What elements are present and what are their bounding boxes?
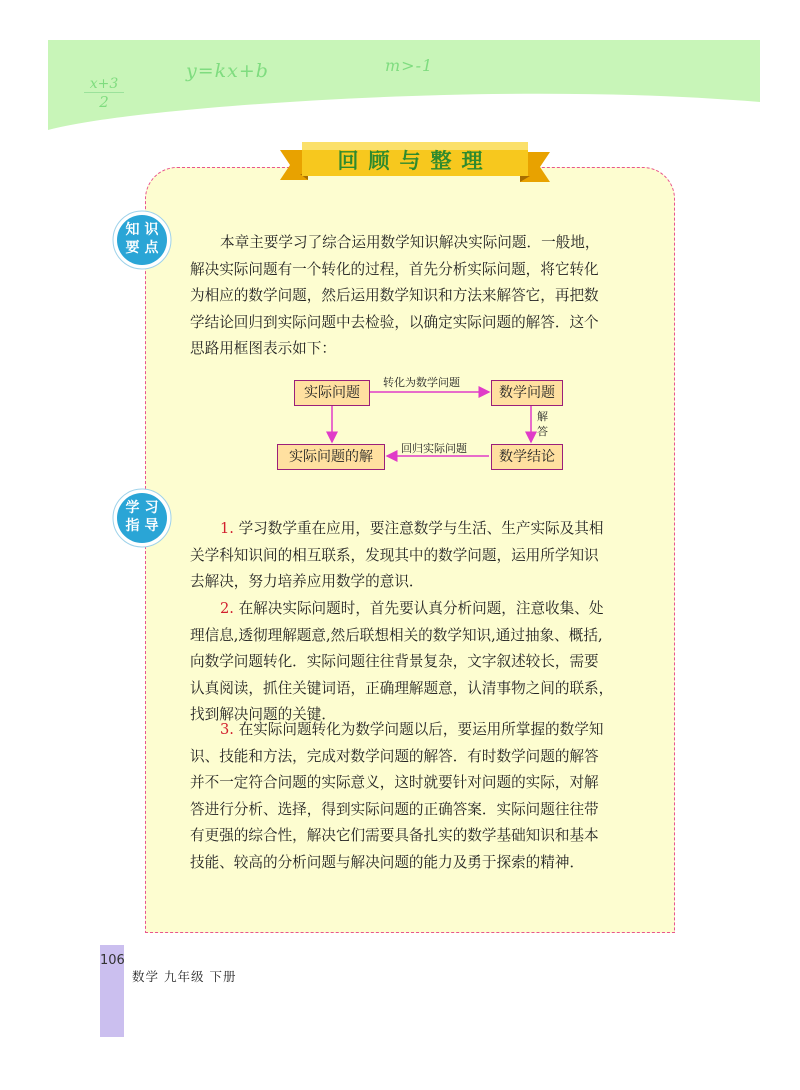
header-banner [48, 40, 760, 130]
guidance-line: 关学科知识间的相互联系，发现其中的数学问题，运用所学知识 [190, 546, 599, 564]
section-title-ribbon [280, 140, 550, 190]
header-formula-inequality: m>-1 [385, 56, 434, 75]
guidance-item-3 [190, 717, 652, 876]
badge-learning-guidance: 学习 指导 [112, 488, 172, 548]
guidance-line: 认真阅读，抓住关键词语，正确理解题意，认清事物之间的联系， [190, 679, 614, 697]
flow-diagram [275, 372, 575, 472]
box-math-conclusion: 数学结论 [491, 444, 563, 470]
intro-line: 思路用框图表示如下： [190, 340, 336, 357]
intro-line: 为相应的数学问题，然后运用数学知识和方法来解答它，再把数 [190, 287, 599, 304]
guidance-line: 并不一定符合问题的实际意义，这时就要针对问题的实际，对解 [190, 774, 599, 791]
guidance-line: 在解决实际问题时，首先要认真分析问题，注意收集、处 [238, 600, 604, 617]
header-formula-linear: y=kx+b [186, 60, 269, 82]
section-title: 回顾与整理 [337, 149, 493, 173]
intro-paragraph [190, 230, 652, 363]
guidance-line: 去解决，努力培养应用数学的意识． [190, 573, 424, 590]
intro-line: 本章主要学习了综合运用数学知识解决实际问题．一般地， [220, 234, 600, 251]
box-real-problem: 实际问题 [294, 380, 370, 406]
arrow-label-return: 回归实际问题 [401, 442, 467, 455]
page-number: 106 [100, 953, 125, 968]
guidance-line: 识、技能和方法，完成对数学问题的解答．有时数学问题的解答 [190, 747, 599, 765]
badge-knowledge-points: 知识 要点 [112, 210, 172, 270]
guidance-item-2 [190, 596, 652, 729]
arrow-label-answer: 答 [537, 425, 548, 438]
header-formula-fraction: $\frac{x+3}{2}$ [84, 76, 124, 111]
book-title: 数学 九年级 下册 [132, 969, 237, 984]
guidance-line: 技能、较高的分析问题与解决问题的能力及勇于探索的精神． [190, 853, 585, 871]
intro-line: 解决实际问题有一个转化的过程，首先分析实际问题，将它转化 [190, 260, 599, 278]
item-number: 2. [220, 600, 234, 617]
guidance-line: 学习数学重在应用，要注意数学与生活、生产实际及其相 [238, 520, 604, 537]
guidance-line: 找到解决问题的关键． [190, 706, 336, 723]
guidance-line: 有更强的综合性，解决它们需要具备扎实的数学基础知识和基本 [190, 827, 599, 844]
box-math-problem: 数学问题 [491, 380, 563, 406]
arrow-label-convert: 转化为数学问题 [383, 376, 460, 389]
arrow-label-solve: 解 [537, 410, 548, 423]
guidance-line: 答进行分析、选择，得到实际问题的正确答案．实际问题往往带 [190, 800, 599, 818]
box-real-solution: 实际问题的解 [277, 444, 385, 470]
intro-line: 学结论回归到实际问题中去检验，以确定实际问题的解答．这个 [190, 313, 599, 331]
guidance-item-1 [190, 516, 652, 596]
guidance-line: 理信息,透彻理解题意,然后联想相关的数学知识,通过抽象、概括, [190, 626, 603, 644]
item-number: 1. [220, 520, 234, 537]
guidance-line: 在实际问题转化为数学问题以后，要运用所掌握的数学知 [238, 721, 604, 738]
guidance-line: 向数学问题转化．实际问题往往背景复杂，文字叙述较长，需要 [190, 653, 599, 670]
item-number: 3. [220, 721, 234, 738]
